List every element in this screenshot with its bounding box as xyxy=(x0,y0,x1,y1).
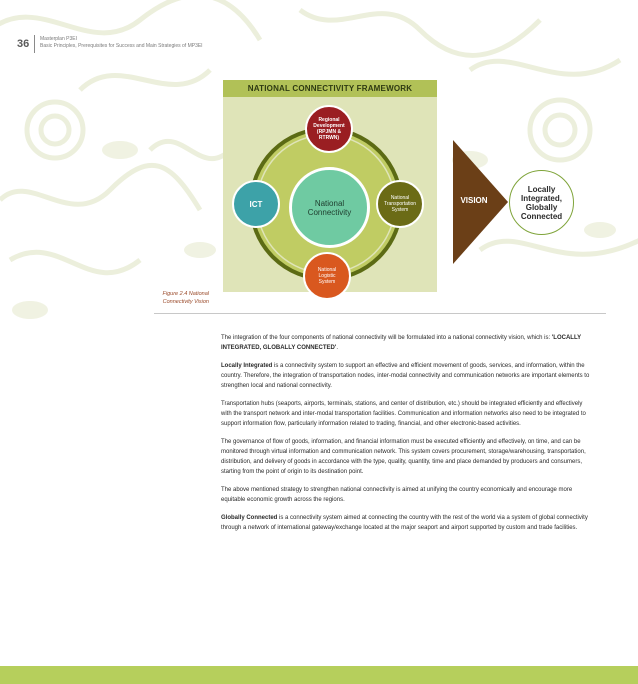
caption-divider xyxy=(154,313,606,314)
page-number: 36 xyxy=(17,38,30,50)
paragraph-4: The governance of flow of goods, information, and financial information must be executed efficiently and effectively, on time, and can be monitored through virtual information and communication network. This system covers procurement, storage/warehousing, transportation, distribution, and delivery of goods in accordance with the type, quality, quantity, time and place demanded by producers and consumers, starting from the point of origin to its destination point. xyxy=(221,439,586,475)
paragraph-3: Transportation hubs (seaports, airports, terminals, stations, and center of distribution, etc.) should be integrated efficiently and effectively with the transport network and inter-modal transportation facilities. Communication and information networks also need to be integrated to support information flow, particularly information related to trading, financial, and other electronic-based activities. xyxy=(221,401,586,427)
node-regional-development xyxy=(305,105,353,153)
outcome-line-4: Connected xyxy=(520,211,563,221)
node-ict xyxy=(232,180,280,228)
outcome-line-3: Globally xyxy=(525,202,558,212)
bottom-label-1: National xyxy=(317,267,337,273)
doc-title: Masterplan P3EI xyxy=(40,36,77,42)
bottom-label-3: System xyxy=(318,279,336,285)
outcome-circle xyxy=(509,170,574,235)
top-label-3: (RPJMN & xyxy=(316,129,342,135)
outcome-line-2: Integrated, xyxy=(521,193,562,203)
body-text xyxy=(221,333,593,541)
center-label-2: Connectivity xyxy=(307,207,352,217)
paragraph-6 xyxy=(221,513,593,533)
paragraph-2 xyxy=(221,361,593,391)
vision-label: VISION xyxy=(460,196,488,205)
header-divider xyxy=(34,35,35,53)
running-header xyxy=(40,36,203,50)
p6-text: is a connectivity system aimed at connecting the country with the rest of the world via a system of global connectivity through a network of international gateway/exchange located at the major seaport and airport supported by custom and trade facilities. xyxy=(221,515,588,531)
outcome-line-1: Locally xyxy=(527,184,556,194)
left-label: ICT xyxy=(249,199,263,209)
node-national-connectivity xyxy=(289,167,370,248)
right-label-2: Transportation xyxy=(383,201,417,207)
paragraph-1 xyxy=(221,333,593,353)
center-label-1: National xyxy=(314,198,345,208)
paragraph-5: The above mentioned strategy to strengthen national connectivity is aimed at unifying the country economically and encourage more equitable economic growth across the regions. xyxy=(221,487,573,503)
p1-text: The integration of the four components of national connectivity will be formulated into a national connectivity vision, which is: xyxy=(221,335,552,341)
p1-bold: 'LOCALLY INTEGRATED, GLOBALLY CONNECTED' xyxy=(221,335,581,351)
section-title: Basic Principles, Prerequisites for Success and Main Strategies of MP3EI xyxy=(40,43,203,49)
node-national-transportation-system xyxy=(376,180,424,228)
p2-bold: Locally Integrated xyxy=(221,363,273,369)
right-label-1: National xyxy=(390,195,410,201)
caption-line-1: Figure 2.4 National xyxy=(162,291,209,297)
bottom-label-2: Logistic xyxy=(318,273,336,279)
p1-end: . xyxy=(336,345,338,351)
figure-title: NATIONAL CONNECTIVITY FRAMEWORK xyxy=(223,80,437,97)
figure-caption xyxy=(141,290,209,306)
p2-text: is a connectivity system to support an effective and efficient movement of goods, services, and information, within the country. Therefore, the integration of transportation nodes, inter-modal connectivity and communication networks are important elements to strengthen local and national connectivity. xyxy=(221,363,590,389)
top-label-4: RTRWN) xyxy=(318,135,340,141)
p6-bold: Globally Connected xyxy=(221,515,278,521)
footer-bar xyxy=(0,666,638,684)
top-label-1: Regional xyxy=(318,117,340,123)
node-national-logistic-system xyxy=(303,252,351,300)
right-label-3: System xyxy=(391,207,409,213)
caption-line-2: Connectivity Vision xyxy=(162,299,209,305)
top-label-2: Development xyxy=(313,123,345,129)
